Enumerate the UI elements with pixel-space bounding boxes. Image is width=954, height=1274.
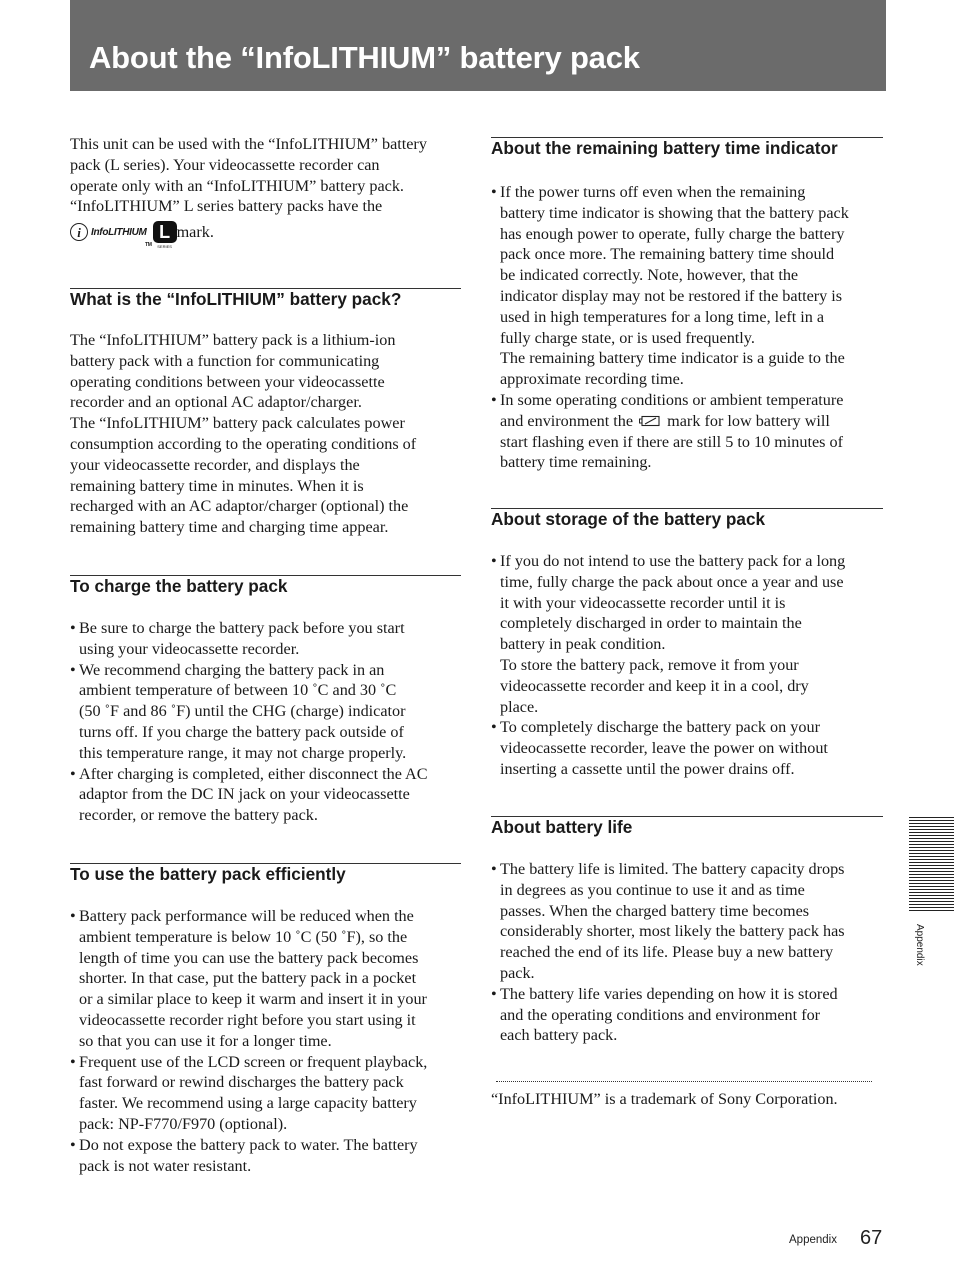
list-item: • Do not expose the battery pack to water. The battery pack is not water resistant. (70, 1135, 461, 1177)
bullet-list (491, 859, 883, 1046)
list-item: • After charging is completed, either disconnect the AC adaptor from the DC IN jack on your videocassette recorder, or remove the battery pack. (70, 764, 461, 826)
bullet-list (491, 182, 883, 473)
section-paragraph: The “InfoLITHIUM” battery pack is a lithium-ion battery pack with a function for communicating operating conditions between your videocassette recorder and an optional AC adaptor/charger. The “InfoLITHIUM” battery pack calculates power consumption according to the operating conditions of your videocassette recorder, and displays the remaining battery time in minutes. When it is recharged with an AC adaptor/charger (optional) the remaining battery time and charging time appear. (70, 331, 417, 537)
info-i-icon: i (70, 223, 88, 241)
intro-text: This unit can be used with the “InfoLITHIUM” battery pack (L series). Your videocassette recorder can operate only with an “InfoLITHIUM” battery pack. “InfoLITHIUM” L series battery packs have the (70, 135, 427, 216)
list-item: • Be sure to charge the battery pack before you start using your videocassette recorder. (70, 618, 461, 660)
section-heading: About storage of the battery pack (491, 508, 883, 530)
section-heading: To use the battery pack efficiently (70, 863, 461, 885)
l-series-logo: L SERIES (153, 221, 177, 243)
list-item: • To completely discharge the battery pack on your videocassette recorder, leave the power on without inserting a cassette until the power drains off. (491, 717, 883, 779)
section-heading: What is the “InfoLITHIUM” battery pack? (70, 288, 461, 310)
side-section-label: Appendix (914, 924, 925, 966)
list-item: • If you do not intend to use the battery pack for a long time, fully charge the pack about once a year and use it with your videocassette recorder until it is completely discharged in order to maintain the battery in peak condition. To store the battery pack, remove it from your videocassette recorder and keep it in a cool, dry place. (491, 551, 883, 717)
section-what-is (70, 288, 461, 538)
infolithium-logo: InfoLITHIUM TM (91, 226, 152, 248)
section-indicator (491, 137, 883, 473)
title-bar (70, 0, 886, 91)
section-charge (70, 575, 461, 826)
list-item: • Battery pack performance will be reduced when the ambient temperature is below 10 ˚C (50 ˚F), so the length of time you can use the battery pack becomes shorter. In that case, put the battery pack in a pocket or a similar place to keep it warm and insert it in your videocassette recorder right before you start using it so that you can use it for a longer time. (70, 906, 461, 1052)
intro (70, 134, 462, 250)
mark-text: mark. (176, 222, 214, 241)
list-item: • The battery life is limited. The battery capacity drops in degrees as you continue to use it and as time passes. When the charged battery time becomes considerably shorter, most likely the battery pack has reached the end of its life. Please buy a new battery pack. (491, 859, 883, 984)
section-life (491, 816, 883, 1046)
section-storage (491, 508, 883, 780)
page-title: About the “InfoLITHIUM” battery pack (89, 40, 640, 75)
bullet-list (70, 618, 461, 826)
dotted-divider (496, 1081, 872, 1082)
list-item: • Frequent use of the LCD screen or frequent playback, fast forward or rewind discharges the battery pack faster. We recommend using a large capacity battery pack: NP-F770/F970 (optional). (70, 1052, 461, 1135)
list-item: • The battery life varies depending on how it is stored and the operating conditions and environment for each battery pack. (491, 984, 883, 1046)
list-item: • If the power turns off even when the remaining battery time indicator is showing that the battery pack has enough power to operate, fully charge the battery pack once more. The remaining battery time should be indicated correctly. Note, however, that the indicator display may not be restored if the battery is used in high temperatures for a long time, left in a fully charge state, or is used frequently. The remaining battery time indicator is a guide to the approximate recording time. (491, 182, 883, 390)
section-efficient (70, 863, 461, 1176)
footer-section-label: Appendix (789, 1234, 837, 1246)
section-heading: About the remaining battery time indicator (491, 137, 883, 159)
section-tab-marker (909, 817, 954, 913)
bullet-list (70, 906, 461, 1176)
section-heading: To charge the battery pack (70, 575, 461, 597)
trademark-note: “InfoLITHIUM” is a trademark of Sony Corporation. (491, 1090, 838, 1108)
list-item: • In some operating conditions or ambient temperature and environment the mark for low battery will start flashing even if there are still 5 to 10 minutes of battery time remaining. (491, 390, 883, 473)
page-number: 67 (860, 1227, 883, 1249)
low-battery-icon (639, 415, 661, 427)
list-item: • We recommend charging the battery pack in an ambient temperature of between 10 ˚C and 30 ˚C (50 ˚F and 86 ˚F) until the CHG (charge) indicator turns off. If you charge the battery pack outside of this temperature range, it may not charge properly. (70, 660, 461, 764)
infolithium-logo-row (70, 217, 462, 250)
section-heading: About battery life (491, 816, 883, 838)
bullet-list (491, 551, 883, 780)
